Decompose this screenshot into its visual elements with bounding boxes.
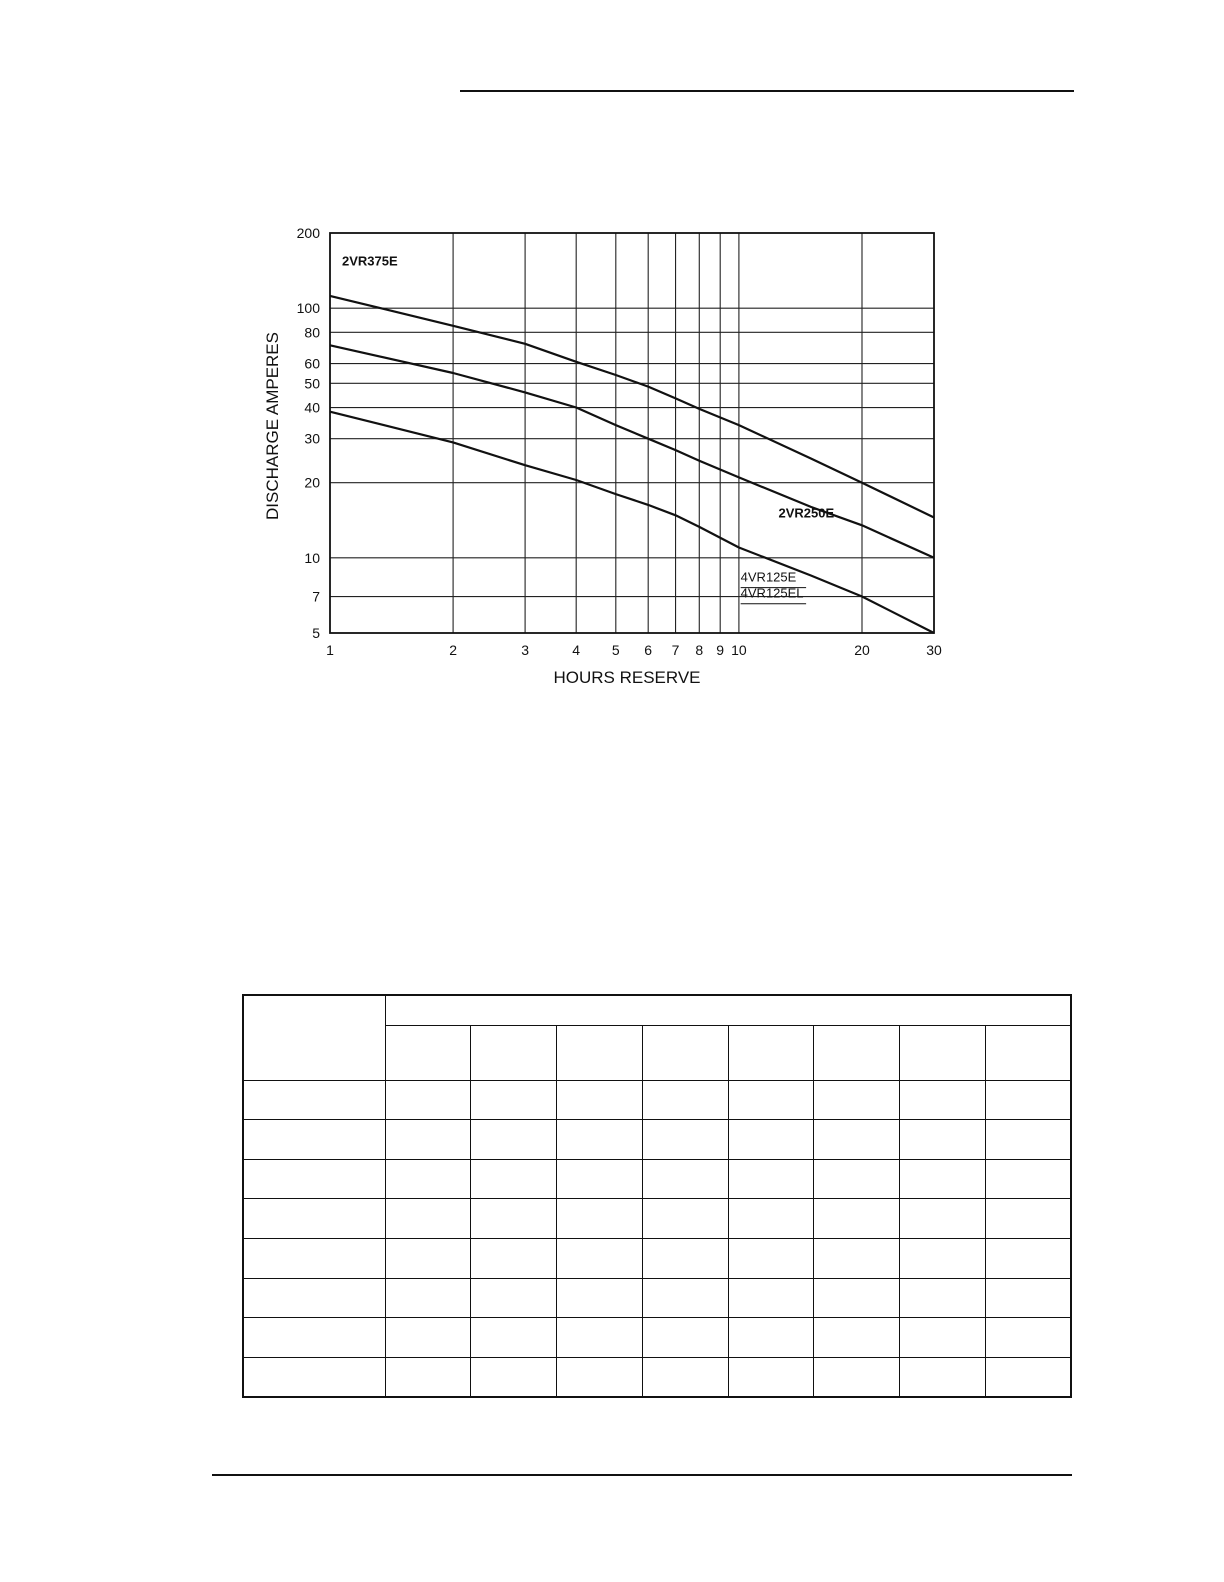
table-cell <box>728 1080 814 1120</box>
table-cell <box>385 1159 471 1199</box>
y-tick-label: 5 <box>312 625 320 641</box>
table-cell <box>728 1278 814 1318</box>
table-cell <box>471 1357 557 1397</box>
table-cell <box>557 1357 643 1397</box>
y-tick-label: 200 <box>296 225 320 241</box>
table-cell <box>557 1199 643 1239</box>
table-cell <box>471 1199 557 1239</box>
table-cell <box>471 1120 557 1160</box>
series-line-2vr250e <box>330 345 934 558</box>
y-tick-label: 7 <box>312 588 320 605</box>
table-row <box>243 1278 1071 1318</box>
table-cell <box>900 1239 986 1279</box>
table-cell <box>814 1357 900 1397</box>
series-label-4vr125e: 4VR125E <box>740 569 797 585</box>
table-cell <box>385 1278 471 1318</box>
table-cell <box>642 1278 728 1318</box>
table-cell <box>243 1239 385 1279</box>
y-tick-label: 50 <box>304 375 320 392</box>
table-cell <box>900 1199 986 1239</box>
y-tick-label: 30 <box>304 430 320 447</box>
table-cell <box>243 1199 385 1239</box>
table-cell <box>471 1278 557 1318</box>
table-cell <box>557 1120 643 1160</box>
table-cell <box>243 1159 385 1199</box>
table-cell <box>557 1080 643 1120</box>
table-cell <box>471 1159 557 1199</box>
table-cell <box>385 1239 471 1279</box>
y-tick-label: 20 <box>304 474 320 491</box>
table-cell <box>642 1199 728 1239</box>
table-header-cell <box>642 1025 728 1080</box>
table-cell <box>814 1120 900 1160</box>
table-header-cell <box>985 1025 1071 1080</box>
x-tick-label: 9 <box>716 642 725 658</box>
tick-labels <box>297 225 942 658</box>
y-axis-label: DISCHARGE AMPERES <box>263 332 282 520</box>
x-tick-label: 4 <box>572 642 581 658</box>
y-tick-label: 80 <box>304 324 320 341</box>
y-tick-label: 10 <box>304 549 320 566</box>
table-cell <box>728 1120 814 1160</box>
table-cell <box>900 1159 986 1199</box>
x-tick-label: 3 <box>521 642 529 658</box>
table-cell <box>814 1278 900 1318</box>
table-cell <box>728 1159 814 1199</box>
discharge-chart <box>250 220 970 700</box>
table-cell <box>985 1318 1071 1358</box>
table-cell <box>385 1120 471 1160</box>
table-cell <box>985 1080 1071 1120</box>
table-cell <box>728 1239 814 1279</box>
table-row <box>243 1318 1071 1358</box>
table-group-header-cell <box>385 995 1071 1025</box>
table-header-cell <box>728 1025 814 1080</box>
table-cell <box>728 1318 814 1358</box>
x-tick-label: 7 <box>671 642 680 658</box>
table-cell <box>814 1080 900 1120</box>
table-cell <box>814 1239 900 1279</box>
x-tick-label: 10 <box>731 642 747 658</box>
table-cell <box>642 1080 728 1120</box>
series-line-2vr375e <box>330 296 934 518</box>
series-label-2vr250e: 2VR250E <box>778 505 835 521</box>
table-cell <box>243 1357 385 1397</box>
table-cell <box>642 1318 728 1358</box>
x-tick-label: 1 <box>326 642 334 658</box>
table-cell <box>243 1318 385 1358</box>
table-cell <box>985 1278 1071 1318</box>
table-cell <box>985 1120 1071 1160</box>
series-line-4vr125e <box>330 412 934 633</box>
table-cell <box>900 1318 986 1358</box>
table-cell <box>557 1159 643 1199</box>
table-cell <box>471 1239 557 1279</box>
x-tick-label: 2 <box>449 642 457 658</box>
table-cell <box>728 1199 814 1239</box>
table-cell <box>385 1199 471 1239</box>
table-cell <box>471 1318 557 1358</box>
table-cell <box>642 1159 728 1199</box>
x-tick-label: 5 <box>611 642 620 658</box>
table-cell <box>243 1120 385 1160</box>
table-cell <box>471 1080 557 1120</box>
table-row <box>243 1159 1071 1199</box>
y-tick-label: 40 <box>304 399 320 416</box>
table-corner-cell <box>243 995 385 1080</box>
table-cell <box>642 1357 728 1397</box>
x-tick-label: 6 <box>644 642 653 658</box>
table-cell <box>900 1357 986 1397</box>
x-axis-label: HOURS RESERVE <box>553 668 701 687</box>
table-cell <box>985 1239 1071 1279</box>
series-curves <box>330 296 934 633</box>
table-cell <box>985 1199 1071 1239</box>
x-tick-label: 8 <box>695 642 704 658</box>
table-cell <box>814 1199 900 1239</box>
table-cell <box>557 1318 643 1358</box>
table-cell <box>814 1318 900 1358</box>
table-header-cell <box>900 1025 986 1080</box>
table-cell <box>385 1357 471 1397</box>
table-header-cell <box>471 1025 557 1080</box>
table-cell <box>243 1278 385 1318</box>
x-tick-label: 20 <box>854 642 870 658</box>
table-row <box>243 1357 1071 1397</box>
table-cell <box>814 1159 900 1199</box>
y-tick-label: 60 <box>304 355 320 372</box>
table-header-cell <box>557 1025 643 1080</box>
series-annotations <box>342 254 834 604</box>
x-tick-label: 30 <box>926 642 942 658</box>
table-cell <box>557 1239 643 1279</box>
table-cell <box>385 1080 471 1120</box>
table-row <box>243 1199 1071 1239</box>
series-label-4vr125el: 4VR125EL <box>740 585 804 601</box>
table-cell <box>642 1239 728 1279</box>
table-cell <box>900 1120 986 1160</box>
data-table <box>242 994 1072 1398</box>
table-cell <box>900 1080 986 1120</box>
y-tick-label: 100 <box>296 300 320 317</box>
header-rule <box>460 90 1074 92</box>
table-cell <box>728 1357 814 1397</box>
table-row <box>243 1239 1071 1279</box>
table-cell <box>243 1080 385 1120</box>
table-cell <box>385 1318 471 1358</box>
table-cell <box>557 1278 643 1318</box>
table-header-cell <box>385 1025 471 1080</box>
series-label-2vr375e: 2VR375E <box>342 253 398 269</box>
footer-rule <box>212 1474 1072 1476</box>
table-cell <box>985 1357 1071 1397</box>
table-cell <box>985 1159 1071 1199</box>
table-cell <box>900 1278 986 1318</box>
table-row <box>243 1080 1071 1120</box>
table-cell <box>642 1120 728 1160</box>
table-row <box>243 1120 1071 1160</box>
table-header-cell <box>814 1025 900 1080</box>
